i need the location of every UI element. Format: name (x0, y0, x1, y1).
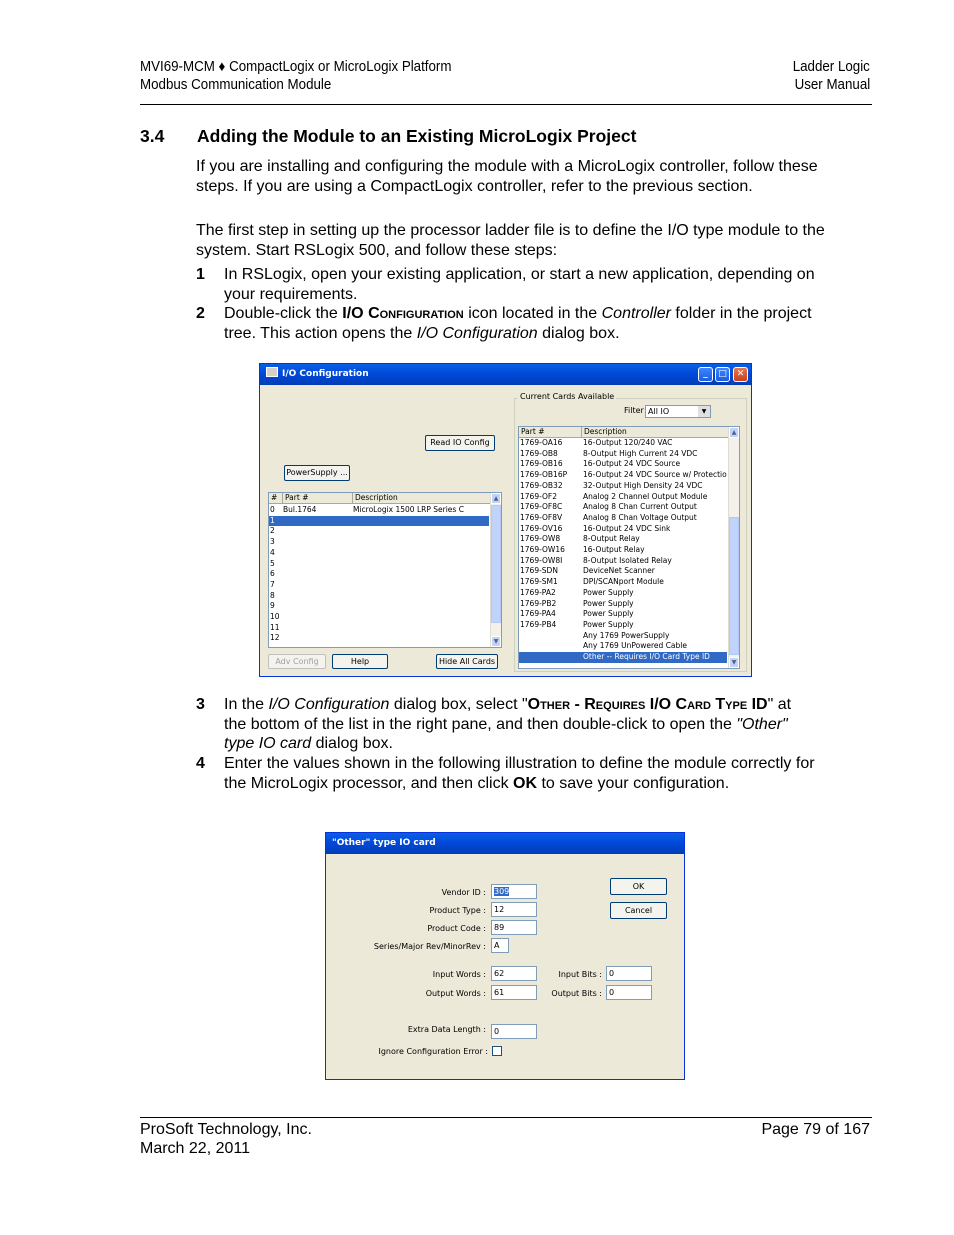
step-text: Double-click the I/O Configuration icon located in the Controller folder in the project tree. This action opens the I/O Configuration dialog box. (224, 305, 812, 342)
filter-label: Filter (624, 406, 644, 415)
slot-cell: 4 (270, 547, 275, 557)
description-cell: Power Supply (583, 609, 634, 619)
product-code-label: Product Code : (427, 924, 486, 933)
col-header-description[interactable]: Description (353, 493, 491, 504)
header-product-line: MVI69-MCM ♦ CompactLogix or MicroLogix Platform (140, 59, 452, 75)
vendor-id-label: Vendor ID : (441, 888, 486, 897)
col-header-description[interactable]: Description (582, 427, 729, 438)
header-module-name: Modbus Communication Module (140, 77, 332, 93)
dialog-title-bar (260, 364, 751, 385)
table-row[interactable] (519, 492, 727, 503)
part-cell: 1769-OF2 (520, 491, 557, 501)
part-cell: 1769-OF8C (520, 502, 563, 512)
col-header-slot[interactable]: # (269, 493, 283, 504)
table-row[interactable] (269, 580, 489, 591)
description-cell: 8-Output Relay (583, 534, 640, 544)
table-row[interactable] (519, 577, 727, 588)
maximize-icon[interactable]: □ (715, 367, 730, 382)
table-row[interactable] (519, 631, 727, 642)
table-row[interactable] (269, 623, 489, 634)
slot-cell: 5 (270, 558, 275, 568)
table-row[interactable] (519, 599, 727, 610)
description-cell: 32-Output High Density 24 VDC (583, 480, 703, 490)
table-row[interactable] (519, 449, 727, 460)
slot-cell: 12 (270, 633, 280, 643)
dialog-title: I/O Configuration (282, 369, 369, 379)
cancel-button[interactable]: Cancel (610, 902, 667, 919)
slot-cell: 2 (270, 526, 275, 536)
part-cell: 1769-OW16 (520, 545, 565, 554)
header-manual: User Manual (794, 77, 870, 93)
slot-cell: 3 (270, 537, 275, 547)
product-type-field[interactable]: 12 (491, 902, 537, 917)
product-code-field[interactable]: 89 (491, 920, 537, 935)
part-cell: 1769-OB16P (520, 470, 568, 480)
product-type-label: Product Type : (429, 906, 486, 915)
hide-all-cards-button[interactable]: Hide All Cards (436, 654, 498, 669)
slot-cell: 10 (270, 612, 280, 621)
table-row[interactable] (519, 609, 727, 620)
description-cell: Analog 8 Chan Current Output (583, 502, 697, 512)
part-cell: 1769-OV16 (520, 523, 563, 533)
table-row[interactable] (269, 526, 489, 537)
step-2 (196, 304, 836, 343)
footer-date: March 22, 2011 (140, 1140, 250, 1157)
output-bits-label: Output Bits : (551, 989, 602, 998)
slot-cell: 8 (270, 590, 275, 600)
extra-data-length-label: Extra Data Length : (407, 1025, 486, 1034)
series-rev-label: Series/Major Rev/MinorRev : (373, 942, 486, 951)
table-row[interactable] (269, 516, 489, 527)
description-cell: Any 1769 PowerSupply (583, 630, 670, 640)
description-cell: 16-Output 24 VDC Source w/ Protectio (583, 470, 727, 480)
slot-cell: 9 (270, 601, 275, 611)
header-rule (140, 104, 872, 105)
step-text: Enter the values shown in the following illustration to define the module correctly for the MicroLogix processor, and then click OK to save your configuration. (224, 755, 815, 792)
ignore-config-error-label: Ignore Configuration Error : (378, 1047, 488, 1056)
step-number: 3 (196, 696, 205, 713)
dialog-title-bar (326, 833, 684, 854)
part-cell: 1769-PA4 (520, 609, 556, 619)
table-row[interactable] (269, 537, 489, 548)
help-button[interactable]: Help (332, 654, 388, 669)
table-row[interactable] (519, 545, 727, 556)
table-row[interactable] (519, 566, 727, 577)
io-configuration-dialog (259, 363, 752, 677)
current-cards-label: Current Cards Available (520, 392, 615, 401)
part-cell: 1769-OA16 (520, 438, 563, 447)
adv-config-button[interactable]: Adv Config (268, 654, 326, 669)
part-cell: 1769-SM1 (520, 577, 558, 587)
intro-paragraph: If you are installing and configuring the module with a MicroLogix controller, follow these steps. If you are using a CompactLogix controller, refer to the previous section. (196, 158, 818, 195)
input-words-label: Input Words : (432, 970, 486, 979)
read-io-config-button[interactable]: Read IO Config (425, 435, 495, 451)
cards-list-scrollbar[interactable]: ▲ ▼ (728, 427, 739, 668)
minimize-icon[interactable]: _ (698, 367, 713, 382)
output-bits-field[interactable]: 0 (606, 985, 652, 1000)
table-row[interactable] (269, 569, 489, 580)
app-icon (266, 367, 278, 377)
description-cell: 16-Output 24 VDC Source (583, 459, 681, 469)
footer-company: ProSoft Technology, Inc. (140, 1121, 312, 1138)
other-io-card-dialog (325, 832, 685, 1080)
description-cell: Any 1769 UnPowered Cable (583, 641, 687, 651)
section-title: Adding the Module to an Existing MicroLogix Project (197, 126, 637, 146)
filter-select[interactable] (645, 405, 711, 418)
slot-cell: 11 (270, 622, 280, 632)
table-row[interactable] (519, 438, 727, 449)
description-cell: 8-Output Isolated Relay (583, 555, 672, 565)
description-cell: Power Supply (583, 619, 634, 629)
table-row[interactable] (269, 612, 489, 623)
table-row[interactable] (519, 459, 727, 470)
power-supply-button[interactable]: PowerSupply ... (284, 465, 350, 481)
description-cell: DeviceNet Scanner (583, 566, 655, 576)
table-row[interactable] (519, 470, 727, 481)
table-row[interactable] (519, 556, 727, 567)
table-row[interactable] (519, 534, 727, 545)
chevron-down-icon[interactable]: ▼ (698, 406, 710, 417)
part-cell: 1769-OB8 (520, 448, 558, 458)
step-3 (196, 695, 816, 754)
input-words-field[interactable]: 62 (491, 966, 537, 981)
part-cell: 1769-PB2 (520, 598, 557, 608)
slot-cell: 0 (270, 505, 275, 514)
table-row[interactable] (269, 601, 489, 612)
part-cell: 1769-OB16 (520, 459, 563, 469)
step-number: 2 (196, 305, 205, 322)
slot-cell: 1 (270, 515, 275, 525)
section-number: 3.4 (140, 126, 165, 146)
table-row[interactable] (519, 588, 727, 599)
slot-list-scrollbar[interactable]: ▲ ▼ (490, 493, 501, 647)
ignore-config-error-checkbox[interactable] (492, 1046, 502, 1056)
header-chapter: Ladder Logic (792, 59, 870, 75)
input-bits-field[interactable]: 0 (606, 966, 652, 981)
slot-list[interactable] (268, 492, 502, 648)
col-header-part[interactable]: Part # (283, 493, 353, 504)
description-cell: 16-Output 120/240 VAC (583, 438, 673, 447)
description-cell: Power Supply (583, 587, 634, 597)
table-row[interactable] (519, 524, 727, 535)
part-cell: 1769-OW8I (520, 555, 563, 565)
part-cell: 1769-SDN (520, 566, 558, 576)
input-bits-label: Input Bits : (558, 970, 602, 979)
col-header-part[interactable]: Part # (519, 427, 582, 438)
part-cell: 1769-PA2 (520, 587, 556, 597)
footer-rule (140, 1117, 872, 1118)
footer-page-number: Page 79 of 167 (761, 1121, 870, 1138)
table-row[interactable] (269, 559, 489, 570)
close-icon[interactable]: ✕ (733, 367, 748, 382)
setup-paragraph: The first step in setting up the processor ladder file is to define the I/O type module to the system. Start RSLogix 500, and follow these steps: (196, 222, 825, 259)
description-cell: Analog 8 Chan Voltage Output (583, 512, 697, 522)
description-cell: Other -- Requires I/O Card Type ID (583, 652, 710, 661)
table-row[interactable] (519, 641, 727, 652)
slot-cell: 7 (270, 579, 275, 589)
table-row[interactable] (519, 502, 727, 513)
step-number: 1 (196, 266, 205, 283)
step-number: 4 (196, 755, 205, 772)
step-text: In RSLogix, open your existing application, or start a new application, depending on your requirements. (224, 266, 815, 303)
description-cell: MicroLogix 1500 LRP Series C (353, 505, 464, 514)
output-words-field[interactable]: 61 (491, 985, 537, 1000)
table-row[interactable] (519, 513, 727, 524)
table-row[interactable] (519, 652, 727, 663)
description-cell: Power Supply (583, 598, 634, 608)
part-cell: 1769-OB32 (520, 480, 563, 490)
ok-button[interactable]: OK (610, 878, 667, 895)
description-cell: Analog 2 Channel Output Module (583, 491, 708, 501)
part-cell: 1769-PB4 (520, 619, 557, 629)
series-rev-field[interactable]: A (491, 938, 509, 953)
part-cell: 1769-OF8V (520, 512, 563, 522)
table-row[interactable] (269, 633, 489, 644)
description-cell: 16-Output Relay (583, 545, 645, 554)
cards-list[interactable] (518, 426, 740, 669)
table-row[interactable] (519, 481, 727, 492)
slot-cell: 6 (270, 569, 275, 579)
part-cell: Bul.1764 (283, 505, 317, 514)
description-cell: 16-Output 24 VDC Sink (583, 523, 671, 533)
filter-value: All IO (648, 407, 670, 416)
step-4 (196, 754, 816, 793)
dialog-title: "Other" type IO card (332, 838, 436, 848)
table-row[interactable] (269, 591, 489, 602)
part-cell: 1769-OW8 (520, 534, 561, 544)
description-cell: 8-Output High Current 24 VDC (583, 448, 698, 458)
section-heading (140, 126, 636, 147)
step-1 (196, 265, 836, 304)
step-text: In the I/O Configuration dialog box, select "Other - Requires I/O Card Type ID" at the bottom of the list in the right pane, and then double-click to open the "Other" type IO card dialog box. (224, 696, 792, 752)
description-cell: DPI/SCANport Module (583, 577, 664, 587)
table-row[interactable] (269, 505, 489, 516)
table-row[interactable] (519, 620, 727, 631)
extra-data-length-field[interactable]: 0 (491, 1024, 537, 1039)
output-words-label: Output Words : (425, 989, 486, 998)
table-row[interactable] (269, 548, 489, 559)
vendor-id-field[interactable]: 309 (491, 884, 537, 899)
